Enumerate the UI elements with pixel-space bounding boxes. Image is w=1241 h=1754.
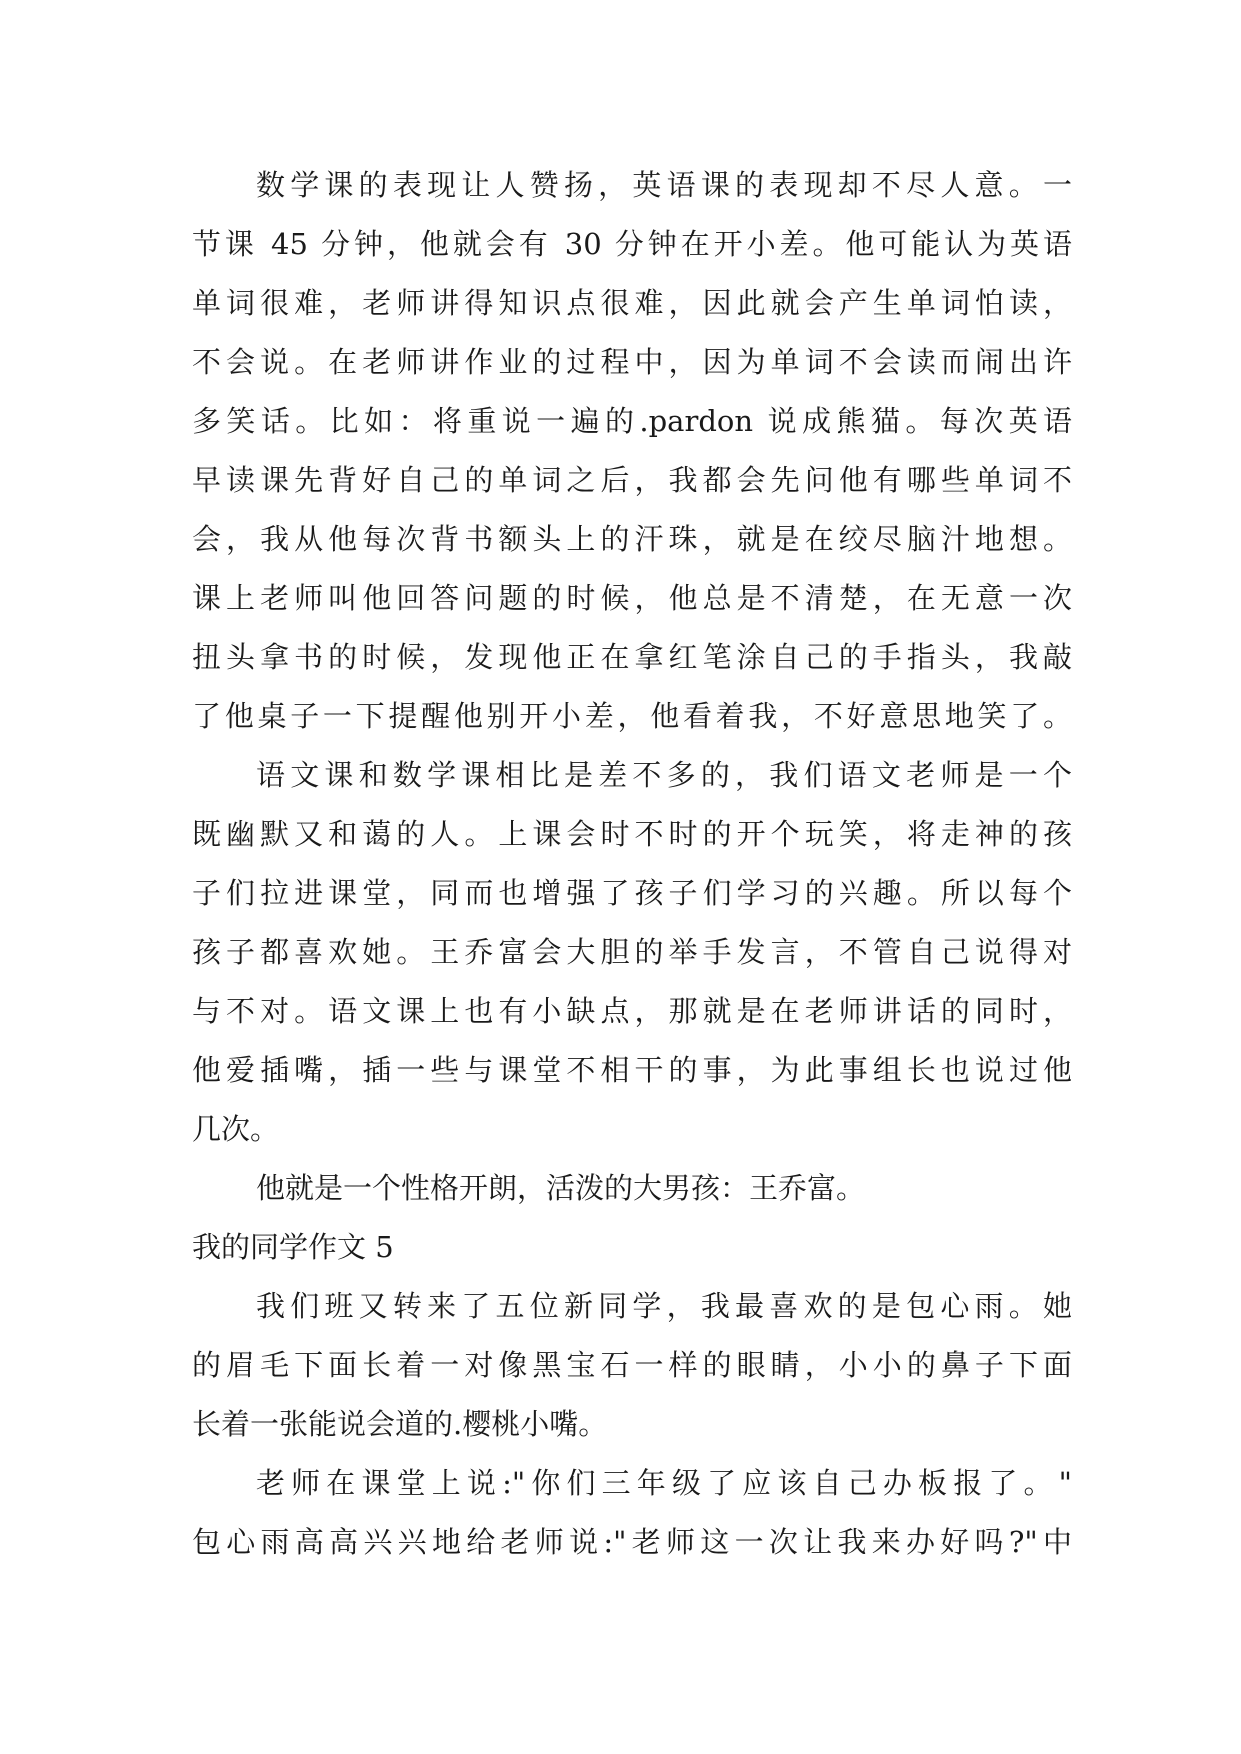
text-line: 的眉毛下面长着一对像黑宝石一样的眼睛，小小的鼻子下面 — [192, 1348, 1072, 1382]
text-line: 课上老师叫他回答问题的时候，他总是不清楚，在无意一次 — [192, 581, 1072, 615]
text-line: 语文课和数学课相比是差不多的，我们语文老师是一个 — [256, 758, 1072, 792]
text-line: 单词很难，老师讲得知识点很难，因此就会产生单词怕读， — [192, 286, 1072, 320]
section-heading: 我的同学作文 5 — [192, 1230, 394, 1264]
text-line: 会，我从他每次背书额头上的汗珠，就是在绞尽脑汁地想。 — [192, 522, 1072, 556]
essay-text — [192, 156, 1072, 1572]
text-line: 早读课先背好自己的单词之后，我都会先问他有哪些单词不 — [192, 463, 1072, 497]
text-line: 既幽默又和蔼的人。上课会时不时的开个玩笑，将走神的孩 — [192, 817, 1072, 851]
text-line: 与不对。语文课上也有小缺点，那就是在老师讲话的同时， — [192, 994, 1072, 1028]
text-line: 孩子都喜欢她。王乔富会大胆的举手发言，不管自己说得对 — [192, 935, 1072, 969]
text-line: 他爱插嘴，插一些与课堂不相干的事，为此事组长也说过他 — [192, 1053, 1072, 1087]
text-line: 包心雨高高兴兴地给老师说:"老师这一次让我来办好吗?"中 — [192, 1525, 1072, 1559]
text-line: 扭头拿书的时候，发现他正在拿红笔涂自己的手指头，我敲 — [192, 640, 1072, 674]
text-line: 老师在课堂上说:"你们三年级了应该自己办板报了。" — [256, 1466, 1072, 1500]
text-line: 我们班又转来了五位新同学，我最喜欢的是包心雨。她 — [256, 1289, 1072, 1323]
text-line: 了他桌子一下提醒他别开小差，他看着我，不好意思地笑了。 — [192, 699, 1072, 733]
text-line: 子们拉进课堂，同而也增强了孩子们学习的兴趣。所以每个 — [192, 876, 1072, 910]
text-line: 他就是一个性格开朗，活泼的大男孩：王乔富。 — [256, 1171, 866, 1205]
text-line: 数学课的表现让人赞扬，英语课的表现却不尽人意。一 — [256, 168, 1072, 202]
text-line: 节课 45 分钟，他就会有 30 分钟在开小差。他可能认为英语 — [192, 227, 1072, 261]
text-line: 不会说。在老师讲作业的过程中，因为单词不会读而闹出许 — [192, 345, 1072, 379]
text-line: 多笑话。比如：将重说一遍的.pardon 说成熊猫。每次英语 — [192, 404, 1072, 438]
text-line: 长着一张能说会道的.樱桃小嘴。 — [192, 1407, 608, 1441]
text-line: 几次。 — [192, 1112, 280, 1146]
